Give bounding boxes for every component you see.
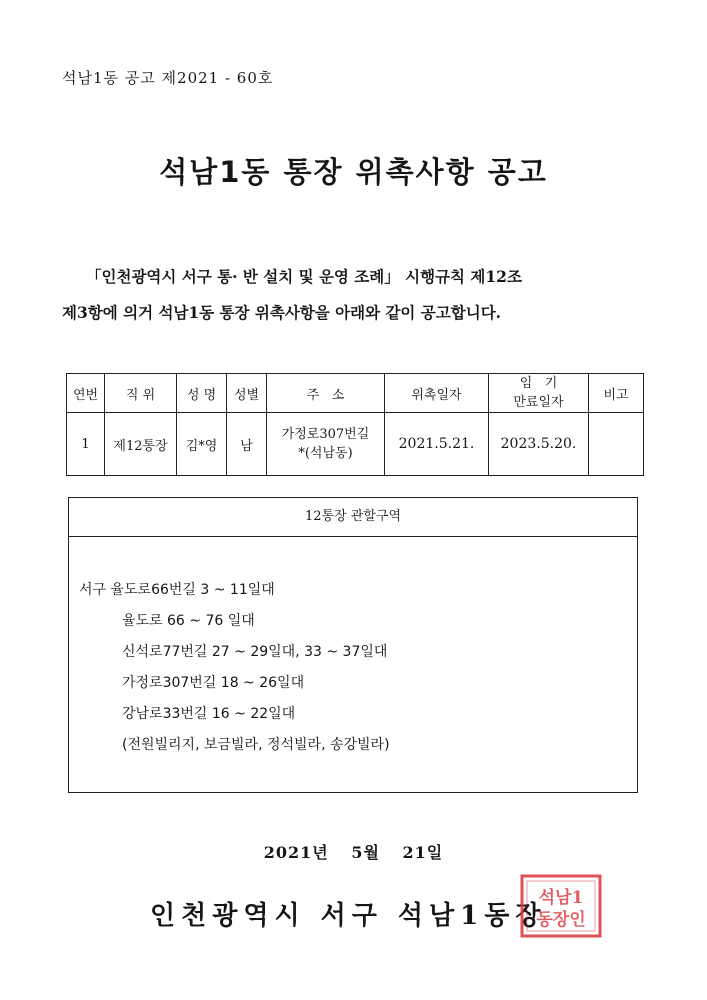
official-seal-icon: [519, 873, 603, 939]
jurisdiction-line: 신석로77번길 27 ~ 29일대, 33 ~ 37일대: [122, 644, 388, 660]
cell-no: 1: [67, 413, 105, 476]
header-term-line2: 만료일자: [513, 395, 564, 410]
header-position: 직 위: [105, 374, 177, 413]
header-term: [489, 374, 589, 413]
header-term-line1: 임 기: [519, 376, 558, 391]
cell-term-end: 2023.5.20.: [489, 413, 589, 476]
table-row: [67, 413, 644, 476]
intro-line-2: 제3항에 의거 석남1동 통장 위촉사항을 아래와 같이 공고합니다.: [62, 303, 502, 322]
appointment-table: [66, 373, 644, 476]
date-month: 5월: [351, 843, 380, 862]
cell-address-line2: *(석남동): [298, 446, 353, 461]
jurisdiction-line: 서구 율도로66번길 3 ~ 11일대: [79, 582, 275, 598]
header-address: 주 소: [267, 374, 385, 413]
header-appointed: 위촉일자: [385, 374, 489, 413]
document-number: 석남1동 공고 제2021 - 60호: [62, 69, 274, 87]
notice-date: [0, 840, 707, 863]
cell-appointed: 2021.5.21.: [385, 413, 489, 476]
seal-text-bottom: 동장인: [536, 910, 586, 930]
cell-remarks: [589, 413, 644, 476]
header-remarks: 비고: [589, 374, 644, 413]
header-gender: 성별: [227, 374, 267, 413]
cell-address-line1: 가정로307번길: [281, 427, 370, 442]
jurisdiction-line: (전원빌리지, 보금빌라, 정석빌라, 송강빌라): [122, 737, 390, 753]
cell-gender: 남: [227, 413, 267, 476]
table-header-row: [67, 374, 644, 413]
issuer-name: 인천광역시 서구 석남1동장: [150, 901, 547, 931]
header-no: 연번: [67, 374, 105, 413]
header-name: 성 명: [177, 374, 227, 413]
intro-line-1: 「인천광역시 서구 통· 반 설치 및 운영 조례」 시행규칙 제12조: [86, 267, 522, 286]
date-year: 2021년: [263, 843, 329, 862]
jurisdiction-list: [79, 575, 390, 761]
jurisdiction-line: 가정로307번길 18 ~ 26일대: [122, 675, 305, 691]
date-day: 21일: [402, 843, 444, 862]
cell-name: 김*영: [177, 413, 227, 476]
jurisdiction-line: 율도로 66 ~ 76 일대: [122, 613, 255, 629]
jurisdiction-box: [68, 497, 638, 793]
intro-paragraph: [62, 259, 662, 331]
page-title: 석남1동 통장 위촉사항 공고: [159, 155, 548, 189]
jurisdiction-line: 강남로33번길 16 ~ 22일대: [122, 706, 296, 722]
cell-address: [267, 413, 385, 476]
cell-position: 제12통장: [105, 413, 177, 476]
seal-text-top: 석남1: [538, 888, 584, 908]
jurisdiction-title: 12통장 관할구역: [69, 498, 637, 537]
